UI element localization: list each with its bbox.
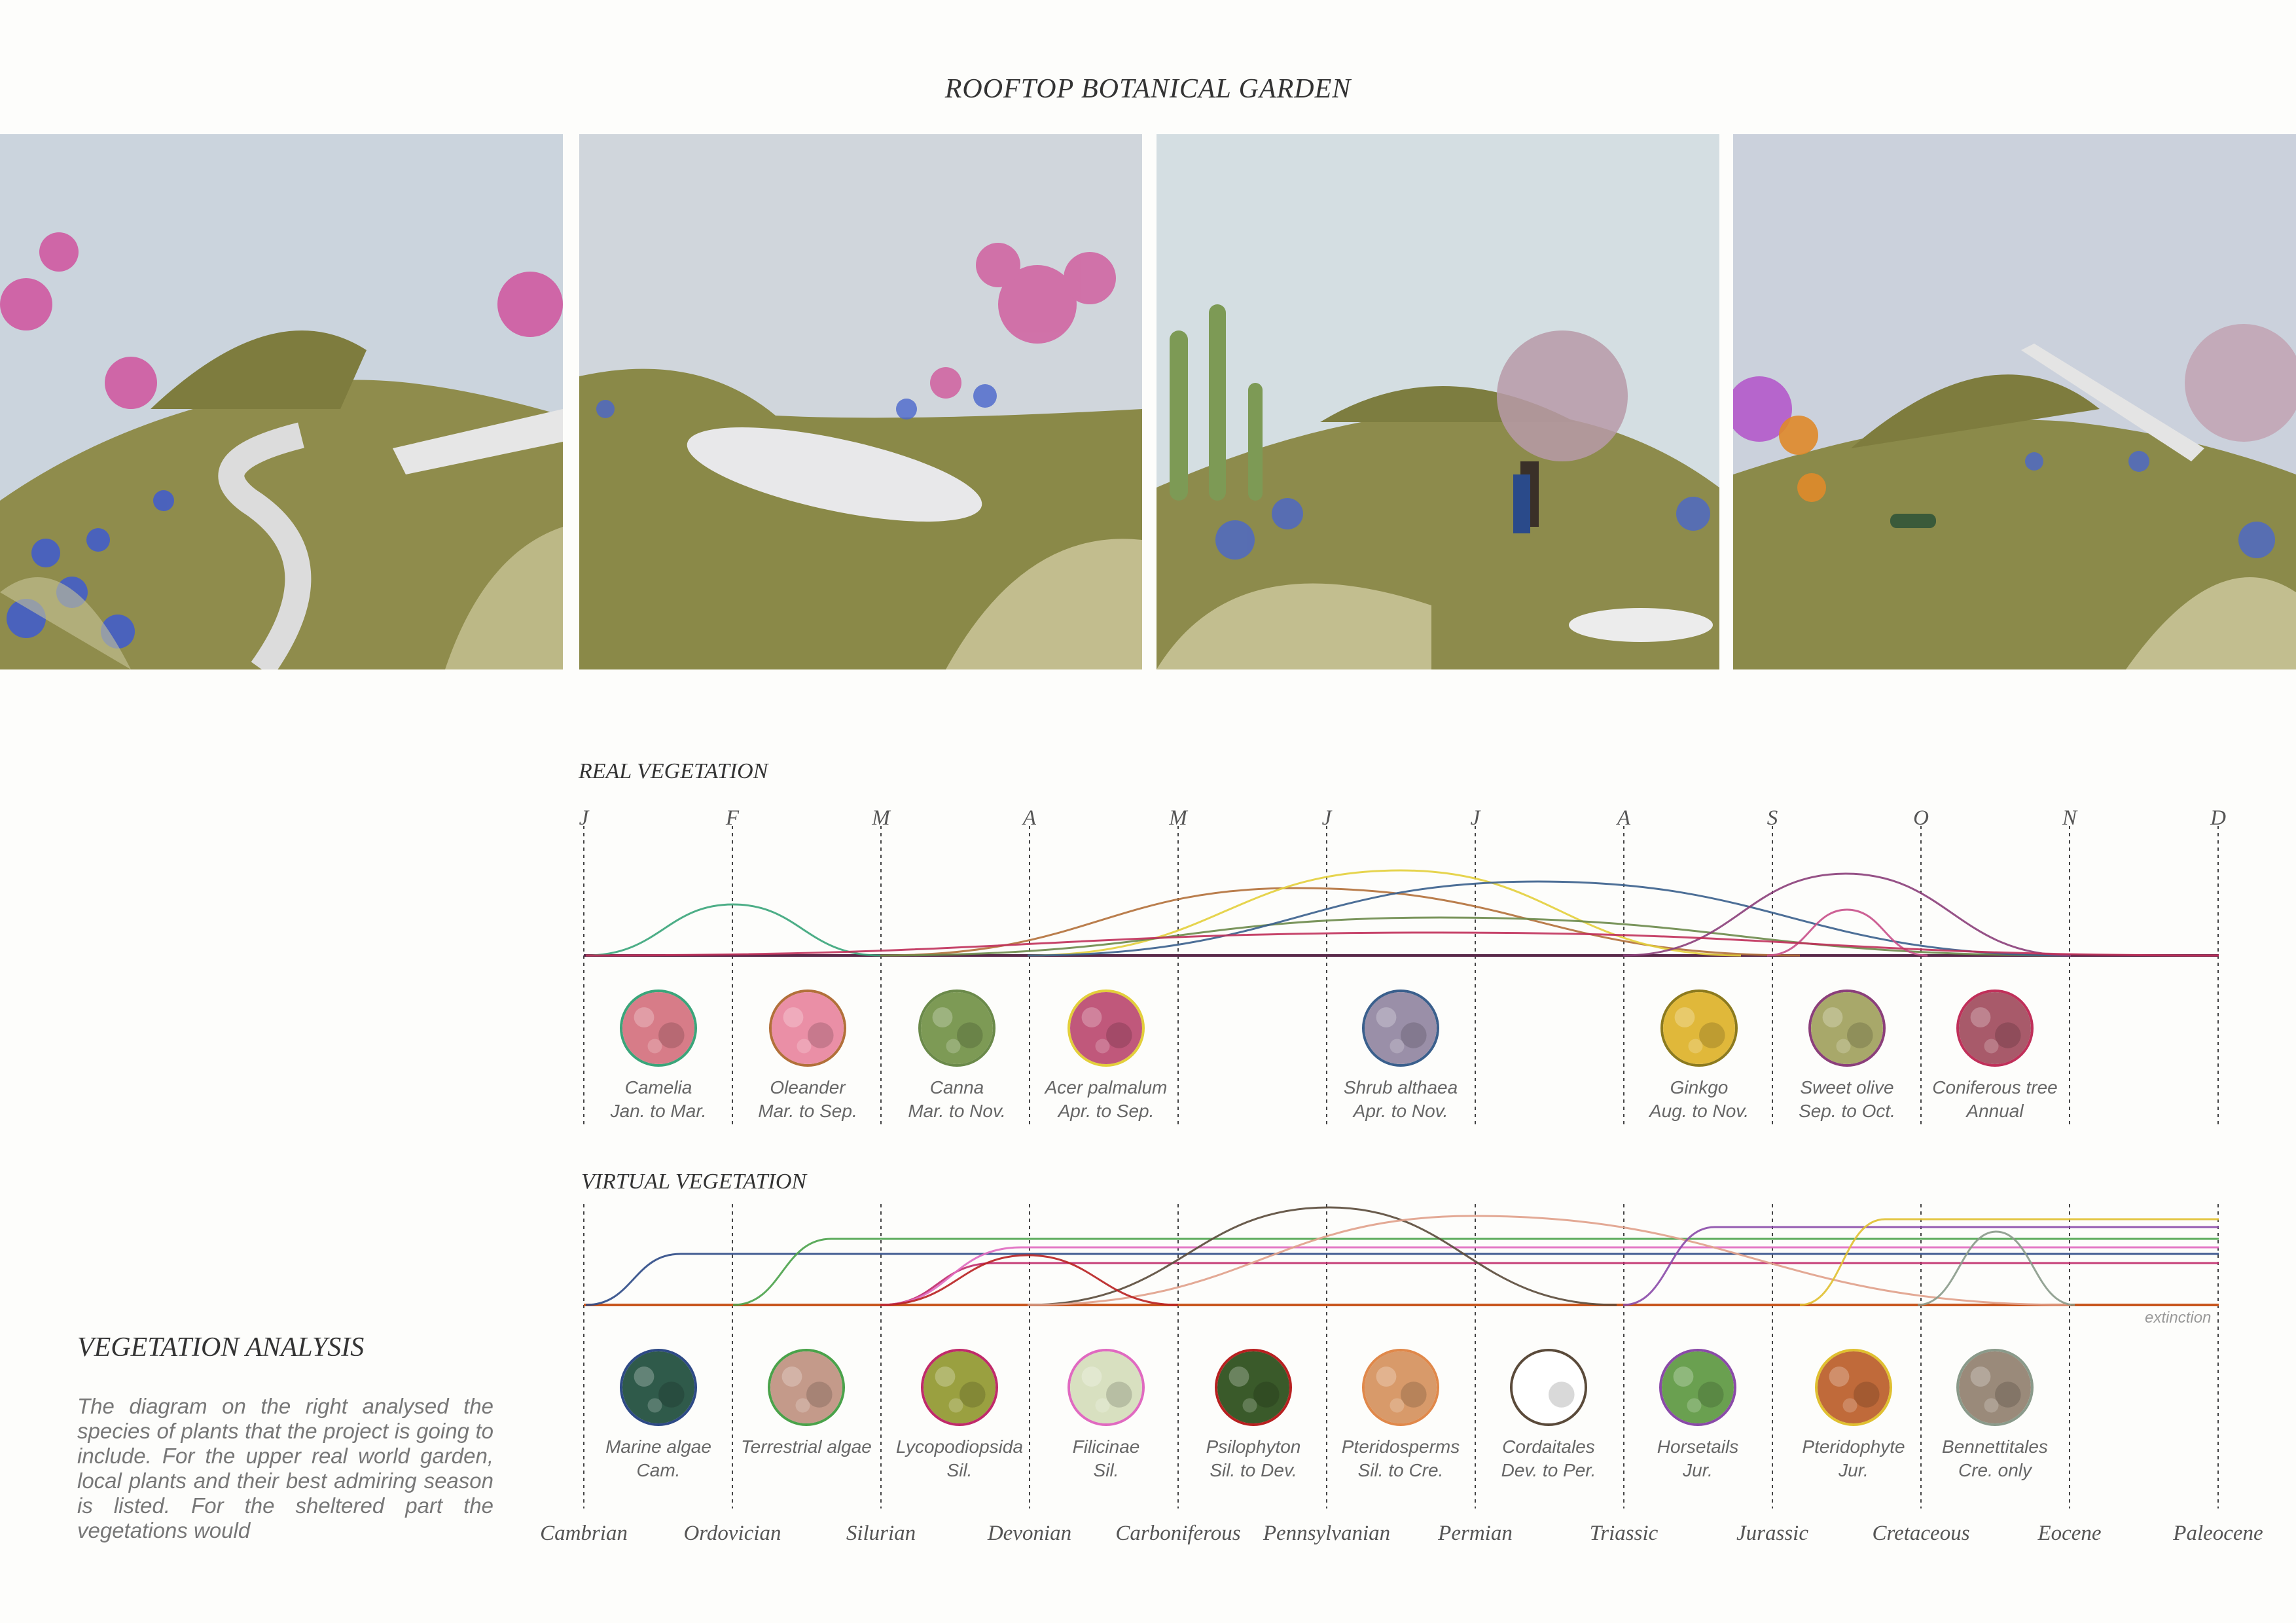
plant-photo-icon xyxy=(921,1349,998,1426)
virtual-curve xyxy=(1623,1227,2219,1305)
plant-name: Acer palmalum xyxy=(1045,1077,1168,1097)
plant-photo-icon xyxy=(1956,1349,2034,1426)
plant-season: Sil. to Dev. xyxy=(1210,1460,1297,1480)
real-vegetation-label: REAL VEGETATION xyxy=(579,759,768,783)
plant-name: Horsetails xyxy=(1657,1436,1739,1457)
virtual-plant-card xyxy=(1785,1349,1922,1482)
plant-season: Apr. to Sep. xyxy=(1058,1101,1155,1121)
plant-season: Aug. to Nov. xyxy=(1649,1101,1749,1121)
plant-season: Sil. xyxy=(946,1460,973,1480)
era-label: Silurian xyxy=(846,1522,916,1545)
plant-photo-icon xyxy=(1808,990,1886,1067)
era-label: Permian xyxy=(1438,1522,1513,1545)
plant-name: Marine algae xyxy=(605,1436,711,1457)
month-label: S xyxy=(1767,806,1778,830)
plant-name: Psilophyton xyxy=(1206,1436,1301,1457)
plant-season: Cam. xyxy=(636,1460,681,1480)
era-label: Triassic xyxy=(1589,1522,1659,1545)
plant-season: Sil. xyxy=(1093,1460,1119,1480)
era-label: Devonian xyxy=(987,1522,1072,1545)
plant-photo-icon xyxy=(1956,990,2034,1067)
virtual-curve xyxy=(733,1239,2219,1305)
real-curve xyxy=(1623,874,2071,955)
virtual-curve xyxy=(1800,1219,2219,1305)
month-label: N xyxy=(2062,806,2077,830)
page-title: ROOFTOP BOTANICAL GARDEN xyxy=(944,74,1352,104)
month-label: M xyxy=(1169,806,1187,830)
real-curve xyxy=(880,918,2071,955)
extinction-label: extinction xyxy=(2145,1309,2212,1327)
real-curve xyxy=(586,904,880,955)
era-label: Carboniferous xyxy=(1115,1522,1241,1545)
month-label: O xyxy=(1913,806,1929,830)
era-label: Cretaceous xyxy=(1872,1522,1970,1545)
virtual-plant-card xyxy=(1480,1349,1617,1482)
month-label: A xyxy=(1617,806,1631,830)
era-label: Pennsylvanian xyxy=(1263,1522,1391,1545)
era-label: Paleocene xyxy=(2173,1522,2263,1545)
virtual-curve xyxy=(1028,1207,1617,1305)
virtual-plant-card xyxy=(1037,1349,1175,1482)
virtual-curve xyxy=(880,1255,1178,1305)
month-label: J xyxy=(1470,806,1480,830)
plant-name: Bennettitales xyxy=(1942,1436,2048,1457)
plant-name: Canna xyxy=(929,1077,984,1097)
plant-name: Coniferous tree xyxy=(1932,1077,2058,1097)
month-label: F xyxy=(725,806,740,830)
plant-name: Ginkgo xyxy=(1670,1077,1729,1097)
virtual-vegetation-label: VIRTUAL VEGETATION xyxy=(581,1169,807,1194)
plant-photo-icon xyxy=(1067,1349,1145,1426)
real-curve xyxy=(880,888,1800,955)
plant-name: Camelia xyxy=(624,1077,692,1097)
real-plant-card xyxy=(1037,990,1175,1123)
plant-season: Mar. to Sep. xyxy=(758,1101,857,1121)
real-plant-card xyxy=(590,990,727,1123)
plant-name: Cordaitales xyxy=(1502,1436,1595,1457)
real-plant-card xyxy=(739,990,876,1123)
era-label: Eocene xyxy=(2037,1522,2102,1545)
plant-photo-icon xyxy=(1067,990,1145,1067)
plant-season: Cre. only xyxy=(1958,1460,2032,1480)
real-curve xyxy=(1028,882,2071,955)
plant-photo-icon xyxy=(769,990,846,1067)
plant-name: Shrub althaea xyxy=(1343,1077,1458,1097)
plant-name: Sweet olive xyxy=(1800,1077,1894,1097)
month-label: J xyxy=(1321,806,1332,830)
plant-season: Sep. to Oct. xyxy=(1799,1101,1895,1121)
plant-photo-icon xyxy=(1510,1349,1587,1426)
garden-render-2 xyxy=(579,134,1142,669)
era-label: Jurassic xyxy=(1736,1522,1808,1545)
plant-season: Jur. xyxy=(1839,1460,1869,1480)
plant-photo-icon xyxy=(1362,990,1439,1067)
plant-season: Sil. to Cre. xyxy=(1357,1460,1444,1480)
garden-render-3 xyxy=(1157,134,1719,669)
real-plant-card xyxy=(888,990,1026,1123)
plant-photo-icon xyxy=(918,990,996,1067)
real-curve xyxy=(1767,910,1928,955)
real-plant-card xyxy=(1332,990,1469,1123)
plant-season: Dev. to Per. xyxy=(1501,1460,1596,1480)
plant-name: Pteridophyte xyxy=(1802,1436,1905,1457)
plant-season: Annual xyxy=(1966,1101,2024,1121)
virtual-plant-card xyxy=(1185,1349,1322,1482)
plant-photo-icon xyxy=(1362,1349,1439,1426)
virtual-plant-card xyxy=(1332,1349,1469,1482)
era-label: Cambrian xyxy=(540,1522,628,1545)
plant-photo-icon xyxy=(768,1349,845,1426)
real-plant-card xyxy=(1926,990,2064,1123)
plant-name: Lycopodiopsida xyxy=(895,1436,1024,1457)
plant-season: Apr. to Nov. xyxy=(1353,1101,1448,1121)
garden-render-1 xyxy=(0,134,563,669)
plant-name: Oleander xyxy=(770,1077,846,1097)
plant-photo-icon xyxy=(1815,1349,1892,1426)
real-plant-card xyxy=(1778,990,1916,1123)
plant-season: Mar. to Nov. xyxy=(908,1101,1006,1121)
plant-photo-icon xyxy=(1215,1349,1292,1426)
real-curve xyxy=(1028,870,1741,955)
virtual-plant-card xyxy=(891,1349,1028,1482)
virtual-plant-card xyxy=(738,1349,875,1459)
virtual-plant-card xyxy=(1926,1349,2064,1482)
plant-photo-icon xyxy=(620,1349,697,1426)
plant-name: Pteridosperms xyxy=(1341,1436,1460,1457)
analysis-title: VEGETATION ANALYSIS xyxy=(77,1332,365,1363)
plant-season: Jan. to Mar. xyxy=(610,1101,707,1121)
plant-name: Filicinae xyxy=(1072,1436,1140,1457)
plant-name: Terrestrial algae xyxy=(741,1436,872,1457)
plant-photo-icon xyxy=(620,990,697,1067)
month-label: M xyxy=(872,806,890,830)
real-plant-card xyxy=(1630,990,1768,1123)
analysis-text: The diagram on the right analysed the species of plants that the project is going to include. For the upper real world garden, local plants and their best admiring season is listed. For the sheltered part the vegetations would xyxy=(77,1394,493,1543)
virtual-plant-card xyxy=(1629,1349,1767,1482)
month-label: J xyxy=(579,806,589,830)
real-curve xyxy=(586,933,2219,955)
virtual-curve xyxy=(586,1254,2219,1305)
month-label: D xyxy=(2210,806,2226,830)
virtual-plant-card xyxy=(590,1349,727,1482)
virtual-curve xyxy=(1918,1232,2075,1305)
plant-photo-icon xyxy=(1660,990,1738,1067)
virtual-curve xyxy=(1028,1216,2071,1305)
plant-photo-icon xyxy=(1659,1349,1736,1426)
virtual-curve xyxy=(880,1247,2219,1305)
month-label: A xyxy=(1022,806,1037,830)
era-label: Ordovician xyxy=(683,1522,781,1545)
plant-season: Jur. xyxy=(1683,1460,1713,1480)
virtual-curve xyxy=(880,1263,2219,1305)
garden-render-4 xyxy=(1733,134,2296,669)
